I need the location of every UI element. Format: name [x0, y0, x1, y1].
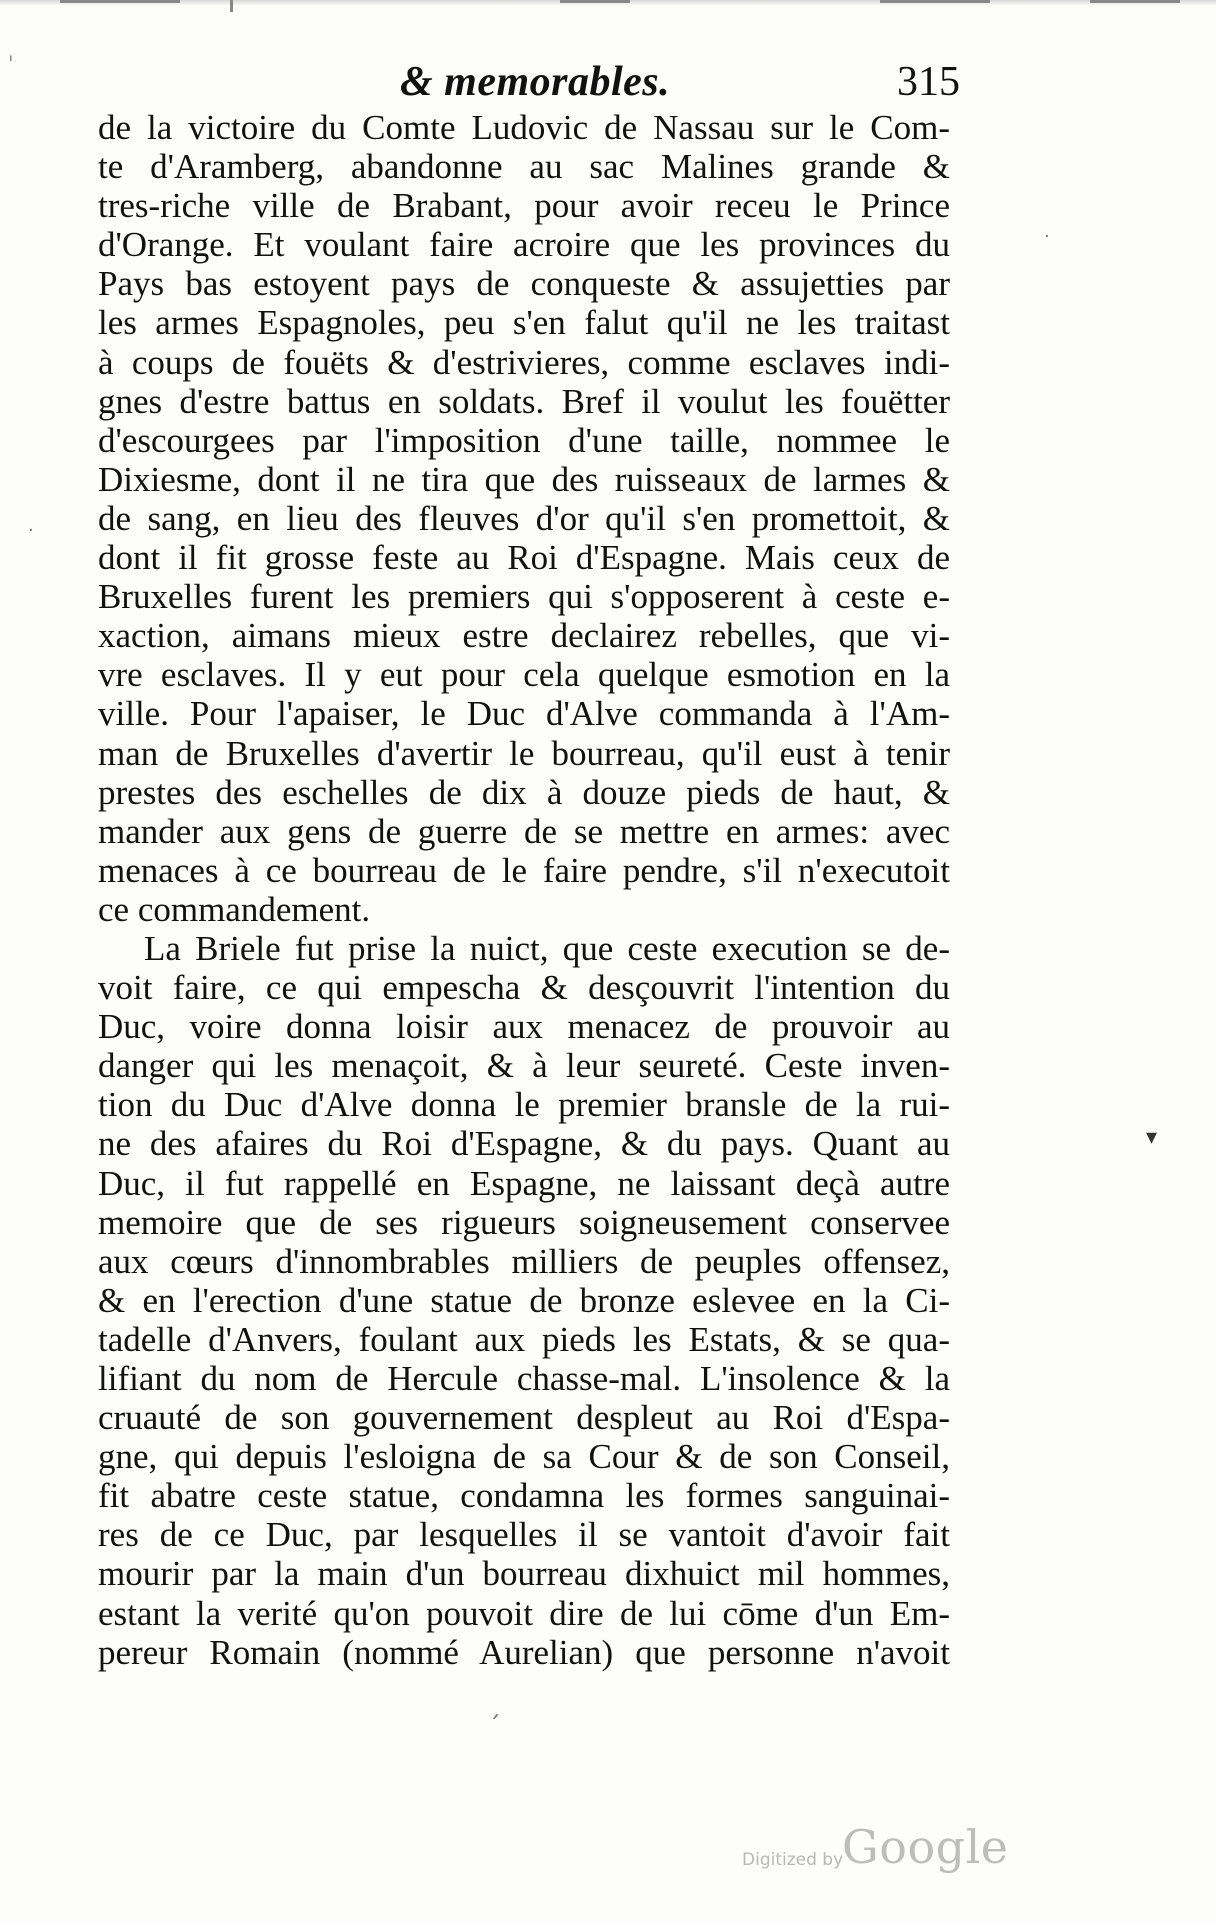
- text-line: pereur Romain (nommé Aurelian) que personne n'avoit: [98, 1632, 950, 1672]
- text-line: xaction, aimans mieux estre declairez rebelles, que vi-: [98, 616, 950, 656]
- paragraph-start-line: La Briele fut prise la nuict, que ceste execution se de-: [144, 928, 950, 968]
- text-line: gnes d'estre battus en soldats. Bref il voulut les fouëtter: [98, 381, 950, 421]
- text-line: estant la verité qu'on pouvoit dire de lui cōme d'un Em-: [98, 1593, 950, 1633]
- scan-speck-mark: ·: [28, 520, 34, 541]
- text-line: Duc, voire donna loisir aux menacez de prouvoir au: [98, 1007, 950, 1047]
- text-line: mourir par la main d'un bourreau dixhuict mil hommes,: [98, 1554, 950, 1594]
- text-line: fit abatre ceste statue, condamna les formes sanguinai-: [98, 1476, 950, 1516]
- text-line: mander aux gens de guerre de se mettre en armes: avec: [98, 811, 950, 851]
- scan-speck-mark: ·: [1044, 226, 1050, 247]
- text-line: Duc, il fut rappellé en Espagne, ne laissant deçà autre: [98, 1163, 950, 1203]
- text-line: de sang, en lieu des fleuves d'or qu'il s'en promettoit, &: [98, 498, 950, 538]
- text-line: tres-riche ville de Brabant, pour avoir receu le Prince: [98, 186, 950, 226]
- paragraph-end-line: ce commandement.: [98, 889, 371, 929]
- text-line: & en l'erection d'une statue de bronze eslevee en la Ci-: [98, 1280, 950, 1320]
- text-line: danger qui les menaçoit, & à leur seureté. Ceste inven-: [98, 1046, 950, 1086]
- text-line: Dixiesme, dont il ne tira que des ruisseaux de larmes &: [98, 459, 950, 499]
- text-line: les armes Espagnoles, peu s'en falut qu'il ne les traitast: [98, 303, 950, 343]
- scan-speck-mark: ▾: [1146, 1125, 1158, 1150]
- digitized-watermark: [742, 1820, 1009, 1880]
- text-line: voit faire, ce qui empescha & desçouvrit l'intention du: [98, 968, 950, 1008]
- text-line: te d'Aramberg, abandonne au sac Malines grande &: [98, 147, 950, 187]
- text-line: d'Orange. Et voulant faire acroire que les provinces du: [98, 225, 950, 265]
- page-number: 315: [897, 59, 960, 105]
- text-line: res de ce Duc, par lesquelles il se vantoit d'avoir fait: [98, 1515, 950, 1555]
- text-line: ne des afaires du Roi d'Espagne, & du pays. Quant au: [98, 1124, 950, 1164]
- cropped-previous-page-fragment: [0, 0, 1216, 14]
- text-line: Bruxelles furent les premiers qui s'opposerent à ceste e-: [98, 577, 950, 617]
- text-line: man de Bruxelles d'avertir le bourreau, qu'il eust à tenir: [98, 733, 950, 773]
- scan-speck-mark: ˈ: [8, 52, 14, 76]
- text-line: Pays bas estoyent pays de conqueste & assujetties par: [98, 264, 950, 304]
- text-line: prestes des eschelles de dix à douze pieds de haut, &: [98, 772, 950, 812]
- text-line: memoire que de ses rigueurs soigneusement conservee: [98, 1202, 950, 1242]
- page-header: [400, 58, 960, 108]
- digitized-label: Digitized by: [742, 1850, 844, 1870]
- text-line: tion du Duc d'Alve donna le premier bransle de la rui-: [98, 1085, 950, 1125]
- text-line: dont il fit grosse feste au Roi d'Espagne. Mais ceux de: [98, 538, 950, 578]
- google-logo: Google: [842, 1820, 1009, 1874]
- text-line: tadelle d'Anvers, foulant aux pieds les Estats, & se qua-: [98, 1319, 950, 1359]
- text-line: lifiant du nom de Hercule chasse-mal. L'insolence & la: [98, 1359, 950, 1398]
- text-line: à coups de fouëts & d'estrivieres, comme esclaves indi-: [98, 342, 950, 382]
- text-line: ville. Pour l'apaiser, le Duc d'Alve commanda à l'Am-: [98, 694, 950, 734]
- text-line: aux cœurs d'innombrables milliers de peuples offensez,: [98, 1241, 950, 1281]
- body-text: [98, 108, 950, 1672]
- running-title: & memorables.: [400, 59, 671, 105]
- text-line: cruauté de son gouvernement despleut au Roi d'Espa-: [98, 1398, 950, 1438]
- text-line: menaces à ce bourreau de le faire pendre, s'il n'executoit: [98, 850, 950, 890]
- text-line: d'escourgees par l'imposition d'une taille, nommee le: [98, 420, 950, 460]
- text-line: gne, qui depuis l'esloigna de sa Cour & de son Conseil,: [98, 1437, 950, 1477]
- scan-speck-mark: ˏ: [488, 1690, 501, 1720]
- text-line: de la victoire du Comte Ludovic de Nassau sur le Com-: [98, 108, 950, 147]
- text-line: vre esclaves. Il y eut pour cela quelque esmotion en la: [98, 655, 950, 695]
